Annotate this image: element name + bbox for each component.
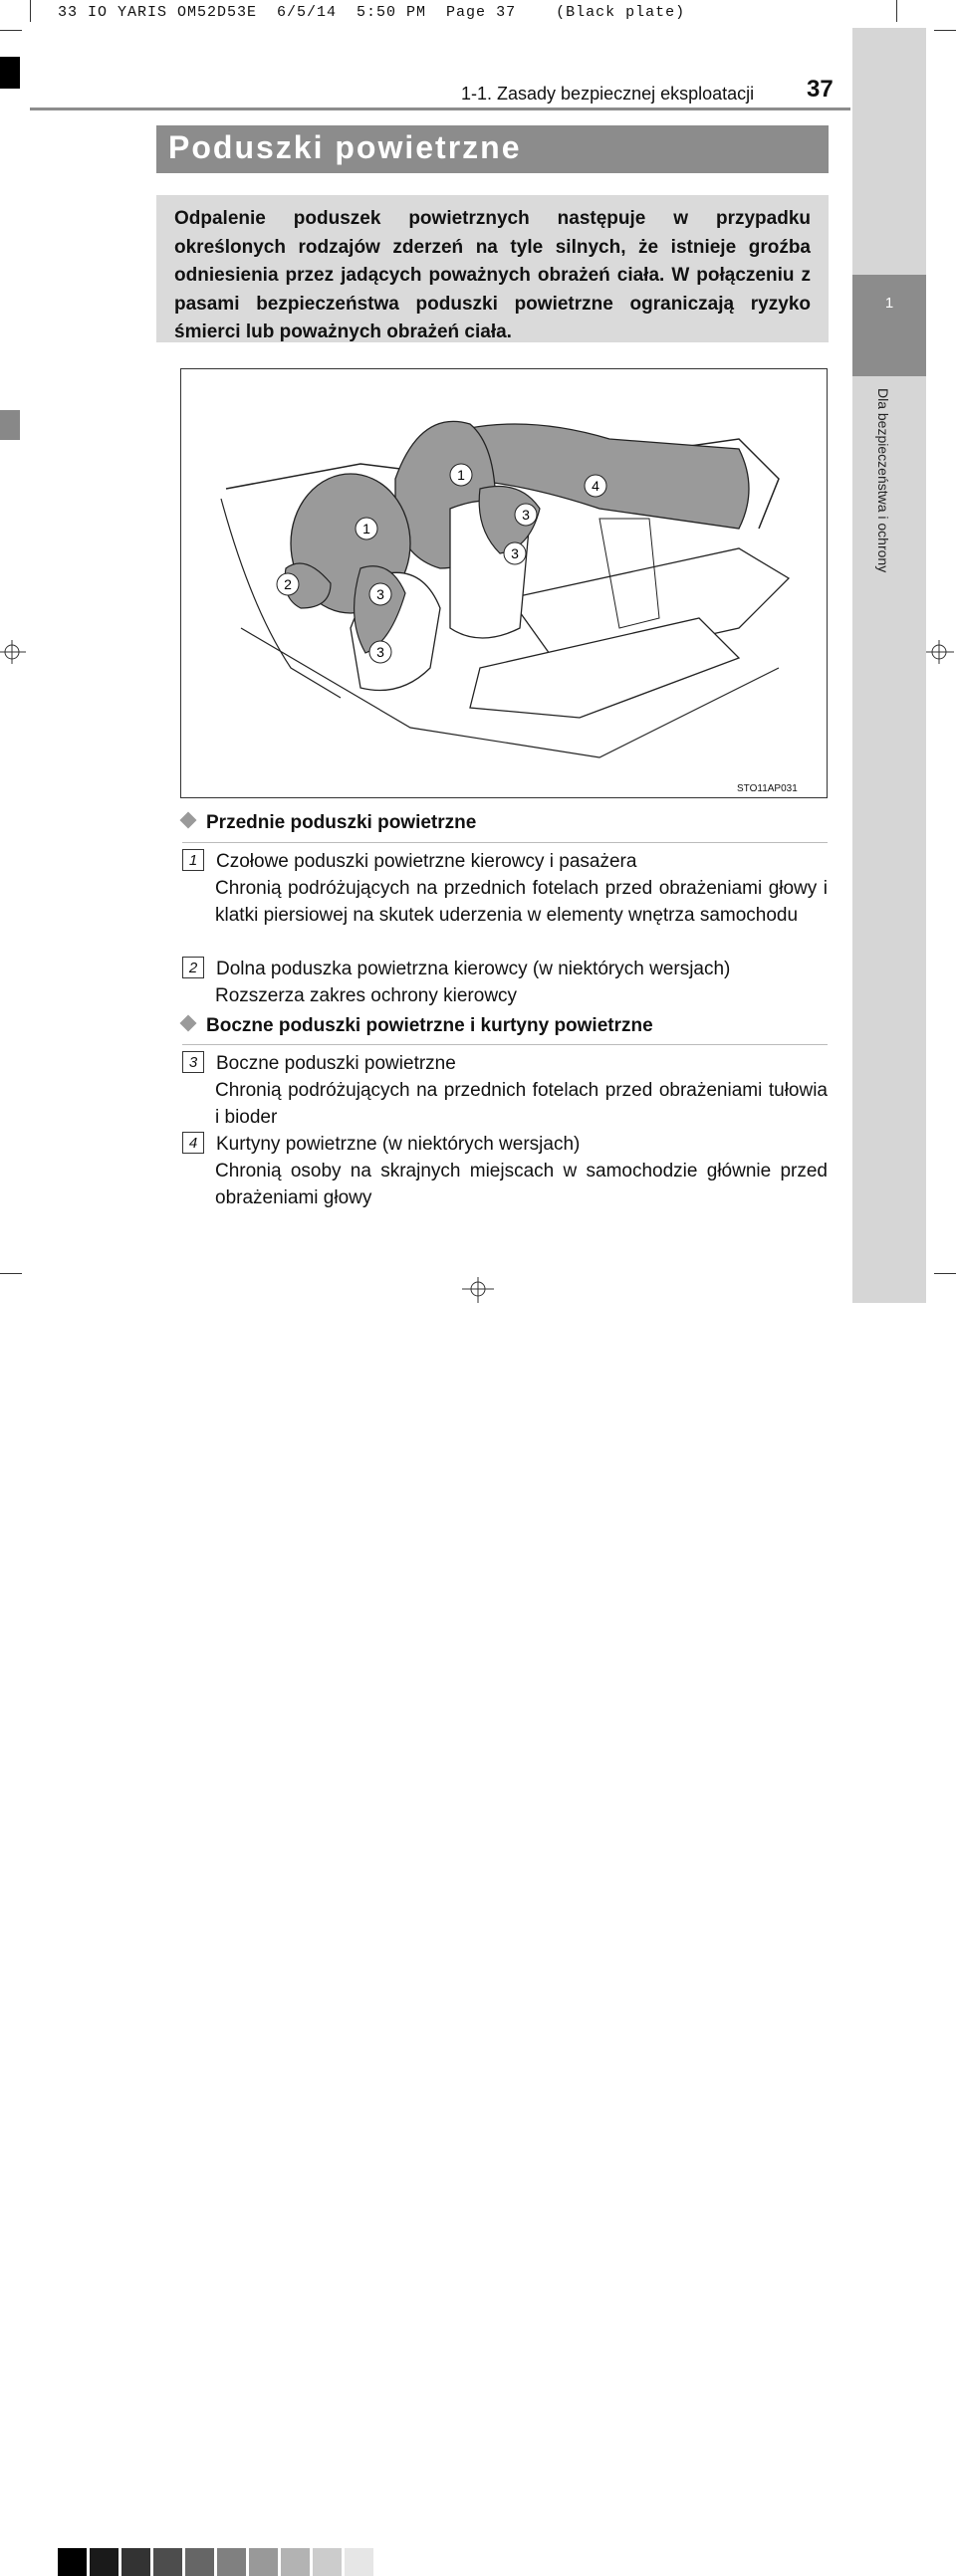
calibration-swatch bbox=[153, 2548, 182, 2576]
list-item bbox=[182, 1131, 828, 1211]
calibration-swatch bbox=[121, 2548, 150, 2576]
crop-mark-bottom-right bbox=[934, 1273, 956, 1274]
callout-3d bbox=[369, 641, 391, 663]
calibration-swatch bbox=[90, 2548, 119, 2576]
item-title: Boczne poduszki powietrzne bbox=[216, 1053, 456, 1074]
header-rule bbox=[30, 107, 850, 110]
callout-3b bbox=[504, 542, 526, 564]
item-number-badge: 4 bbox=[182, 1132, 204, 1154]
list-item bbox=[182, 848, 828, 929]
calibration-swatch bbox=[217, 2548, 246, 2576]
list-item bbox=[182, 956, 828, 1009]
calibration-swatch bbox=[185, 2548, 214, 2576]
diamond-bullet-icon bbox=[180, 812, 197, 829]
section-heading-text: Boczne poduszki powietrzne i kurtyny powietrzne bbox=[206, 1015, 653, 1036]
item-description: Chronią podróżujących na przednich fotelach przed obrażeniami głowy i klatki piersiowej na skutek uderzenia w elementy wnętrza samochodu bbox=[215, 878, 828, 926]
section-heading-side-airbags bbox=[182, 1015, 653, 1037]
callout-1a bbox=[450, 464, 472, 486]
crop-mark-top-left bbox=[30, 0, 31, 22]
crop-mark-bottom-left bbox=[0, 1273, 22, 1274]
item-number-badge: 2 bbox=[182, 957, 204, 978]
registration-mark-left bbox=[0, 637, 30, 667]
callout-1b-label: 1 bbox=[362, 521, 370, 537]
callout-3b-label: 3 bbox=[511, 545, 519, 561]
figure-code: STO11AP031 bbox=[737, 783, 798, 794]
crop-mark-top-right bbox=[896, 0, 897, 22]
crop-mark-top-right-h bbox=[934, 30, 956, 31]
callout-3d-label: 3 bbox=[376, 644, 384, 660]
item-description: Chronią podróżujących na przednich fotelach przed obrażeniami tułowia i bioder bbox=[215, 1080, 828, 1128]
crop-mark-top-left-h bbox=[0, 30, 22, 31]
chapter-number-tab: 1 bbox=[852, 275, 926, 376]
item-description: Rozszerza zakres ochrony kierowcy bbox=[215, 985, 518, 1006]
running-header: 1-1. Zasady bezpiecznej eksploatacji bbox=[461, 84, 755, 104]
calibration-swatch bbox=[313, 2548, 342, 2576]
section-heading-front-airbags bbox=[182, 812, 476, 834]
registration-mark-right bbox=[924, 637, 954, 667]
item-title: Czołowe poduszki powietrzne kierowcy i pasażera bbox=[216, 851, 637, 872]
callout-4 bbox=[585, 475, 606, 497]
callout-2 bbox=[277, 573, 299, 595]
chapter-label bbox=[869, 388, 909, 617]
calibration-swatch bbox=[345, 2548, 373, 2576]
chapter-side-tab bbox=[852, 28, 926, 1303]
section-rule bbox=[182, 842, 828, 843]
item-description: Chronią osoby na skrajnych miejscach w samochodzie głównie przed obrażeniami głowy bbox=[215, 1161, 828, 1208]
registration-mark-bottom bbox=[458, 1275, 498, 1303]
page-title: Poduszki powietrzne bbox=[168, 129, 522, 165]
diamond-bullet-icon bbox=[180, 1015, 197, 1032]
color-calibration-bar bbox=[58, 1274, 386, 1302]
callout-3a-label: 3 bbox=[522, 507, 530, 523]
gray-calibration-block bbox=[0, 410, 20, 440]
item-number-badge: 1 bbox=[182, 849, 204, 871]
callout-3c bbox=[369, 583, 391, 605]
chapter-label-text: Dla bezpieczeństwa i ochrony bbox=[875, 388, 891, 573]
item-number-badge: 3 bbox=[182, 1051, 204, 1073]
color-bar-black-block bbox=[0, 57, 20, 89]
item-title: Dolna poduszka powietrzna kierowcy (w niektórych wersjach) bbox=[216, 959, 731, 979]
page-number: 37 bbox=[807, 76, 834, 103]
list-item bbox=[182, 1050, 828, 1131]
item-title: Kurtyny powietrzne (w niektórych wersjach) bbox=[216, 1134, 581, 1155]
callout-4-label: 4 bbox=[592, 478, 599, 494]
calibration-swatch bbox=[249, 2548, 278, 2576]
section-rule bbox=[182, 1044, 828, 1045]
calibration-swatch bbox=[58, 2548, 87, 2576]
callout-2-label: 2 bbox=[284, 576, 292, 592]
callout-3c-label: 3 bbox=[376, 586, 384, 602]
callout-3a bbox=[515, 504, 537, 526]
print-slug: 33 IO YARIS OM52D53E 6/5/14 5:50 PM Page 37 (Black plate) bbox=[58, 4, 686, 21]
page-title-bar bbox=[156, 125, 829, 173]
callout-1b bbox=[356, 518, 377, 539]
car-interior-drawing bbox=[181, 369, 827, 797]
callout-1a-label: 1 bbox=[457, 467, 465, 483]
airbag-illustration bbox=[180, 368, 828, 798]
intro-text: Odpalenie poduszek powietrznych następuje w przypadku określonych rodzajów zderzeń na tyle silnych, że istnieje groźba odniesienia przez jadących poważnych obrażeń ciała. W połączeniu z pasami bezpieczeństwa poduszki powietrzne ograniczają ryzyko śmierci lub poważnych obrażeń ciała. bbox=[156, 195, 829, 342]
section-heading-text: Przednie poduszki powietrzne bbox=[206, 812, 477, 833]
calibration-swatch bbox=[281, 2548, 310, 2576]
